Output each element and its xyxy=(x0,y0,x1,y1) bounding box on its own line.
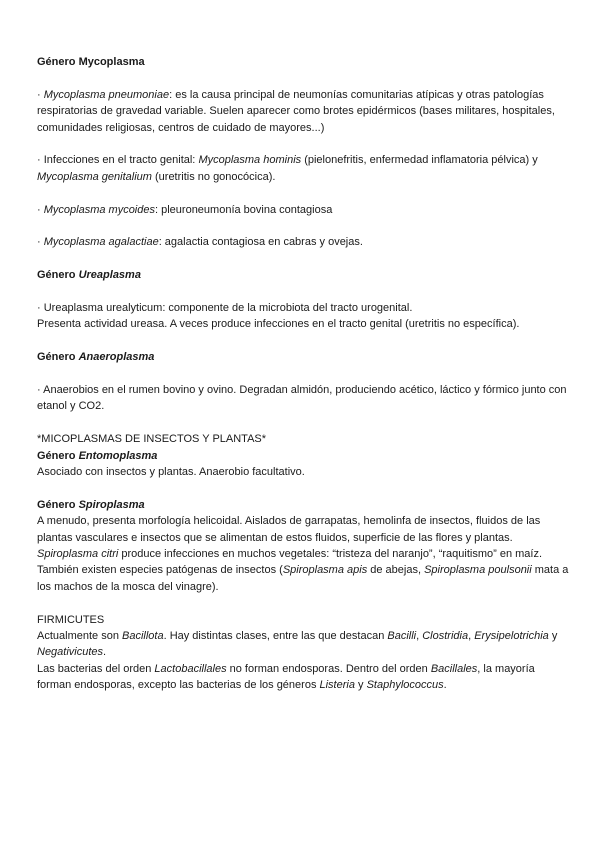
paragraph-pneumoniae xyxy=(37,87,571,136)
document-body xyxy=(37,54,571,694)
paragraph-ureaplasma-1: · Ureaplasma urealyticum: componente de la microbiota del tracto urogenital. xyxy=(37,302,413,314)
heading-mycoplasma xyxy=(37,54,571,70)
heading-genus: Entomoplasma xyxy=(78,449,158,462)
paragraph-text: Las bacterias del orden xyxy=(37,662,155,675)
spacer xyxy=(37,185,571,201)
paragraph-firmicutes-2 xyxy=(37,661,571,694)
taxon-name: Erysipelotrichia xyxy=(474,630,549,643)
paragraph-text: : agalactia contagiosa en cabras y ovejas. xyxy=(158,236,363,249)
bullet: · xyxy=(37,203,44,216)
paragraph-text: (pielonefritis, enfermedad inflamatoria pélvica) y xyxy=(301,154,538,167)
spacer xyxy=(37,415,571,431)
paragraph-text: · Infecciones en el tracto genital: xyxy=(37,154,199,167)
heading-text: Género Mycoplasma xyxy=(37,56,145,68)
heading-anaeroplasma xyxy=(37,349,571,365)
section-title-firmicutes: FIRMICUTES xyxy=(37,613,105,626)
bullet: · xyxy=(37,88,44,101)
paragraph-text: , xyxy=(416,630,423,643)
taxon-name: Bacilli xyxy=(387,630,417,643)
paragraph-text: A menudo, presenta morfología helicoidal. Aislados de garrapatas, hemolinfa de insectos, fluidos de las plantas vasculares e insectos que se alimentan de estos fluidos, superficie de las flores y plantas. xyxy=(37,515,541,544)
taxon-name: Clostridia xyxy=(422,630,469,643)
spacer xyxy=(37,595,571,611)
heading-genus: Anaeroplasma xyxy=(78,351,155,364)
taxon-name: Staphylococcus xyxy=(366,679,444,692)
spacer xyxy=(37,333,571,349)
heading-text: Género xyxy=(37,449,79,462)
taxon-name: Listeria xyxy=(319,679,355,692)
heading-text: Género xyxy=(37,269,79,282)
heading-genus: Ureaplasma xyxy=(78,269,141,282)
paragraph-text: , xyxy=(468,630,475,643)
paragraph-text: no forman endosporas. Dentro del orden xyxy=(226,662,431,675)
paragraph-text: : es la causa principal de neumonías comunitarias atípicas y otras patologías respiratorias de gravedad variable. Suelen aparecer como brotes epidérmicos (bases militares, hospitales, comunidades religiosas, centros de cuidado de mayores...) xyxy=(37,88,555,134)
paragraph-entomoplasma: Asociado con insectos y plantas. Anaerobio facultativo. xyxy=(37,466,305,479)
paragraph-text: y xyxy=(354,679,367,692)
heading-entomoplasma xyxy=(37,448,571,464)
section-title-insects-plants: *MICOPLASMAS DE INSECTOS Y PLANTAS* xyxy=(37,433,267,446)
paragraph-ureaplasma-2: Presenta actividad ureasa. A veces produce infecciones en el tracto genital (uretritis no específica). xyxy=(37,318,520,331)
species-name: Mycoplasma hominis xyxy=(198,154,302,167)
heading-genus: Spiroplasma xyxy=(78,498,145,511)
paragraph-text: mata a los machos de la mosca del vinagre). xyxy=(37,564,569,593)
species-name: Spiroplasma apis xyxy=(282,564,368,577)
paragraph-genital xyxy=(37,152,571,185)
spacer xyxy=(37,284,571,300)
paragraph-text: (uretritis no gonocócica). xyxy=(151,170,276,183)
species-name: Mycoplasma genitalium xyxy=(37,170,152,183)
species-name: Mycoplasma pneumoniae xyxy=(43,88,170,101)
taxon-name: Bacillales xyxy=(430,662,478,675)
spacer xyxy=(37,218,571,234)
taxon-name: Negativicutes xyxy=(37,646,104,659)
spacer xyxy=(37,480,571,496)
paragraph-text: : pleuroneumonía bovina contagiosa xyxy=(155,203,333,216)
paragraph-text: y xyxy=(548,630,558,643)
paragraph-text: produce infecciones en muchos vegetales: “tristeza del naranjo”, “raquitismo” en maíz. También existen especies patógenas de insectos ( xyxy=(37,548,543,577)
spacer xyxy=(37,136,571,152)
species-name: Mycoplasma mycoides xyxy=(43,203,155,216)
spacer xyxy=(37,70,571,86)
bullet: · xyxy=(37,236,44,249)
species-name: Mycoplasma agalactiae xyxy=(43,236,159,249)
heading-text: Género xyxy=(37,351,79,364)
taxon-name: Lactobacillales xyxy=(154,662,227,675)
paragraph-text: de abejas, xyxy=(367,564,425,577)
heading-ureaplasma xyxy=(37,267,571,283)
species-name: Spiroplasma poulsonii xyxy=(424,564,532,577)
paragraph-text: . Hay distintas clases, entre las que destacan xyxy=(163,630,388,643)
taxon-name: Bacillota xyxy=(122,630,164,643)
spacer xyxy=(37,251,571,267)
heading-text: Género xyxy=(37,498,79,511)
paragraph-spiroplasma xyxy=(37,513,571,595)
paragraph-text: . xyxy=(103,646,107,659)
species-name: Spiroplasma citri xyxy=(37,548,119,561)
paragraph-firmicutes-1 xyxy=(37,628,571,661)
paragraph-mycoides xyxy=(37,202,571,218)
paragraph-agalactiae xyxy=(37,234,571,250)
paragraph-text: , la mayoría forman endosporas, excepto las bacterias de los géneros xyxy=(37,662,535,692)
spacer xyxy=(37,366,571,382)
heading-spiroplasma xyxy=(37,497,571,513)
paragraph-text: . xyxy=(443,679,447,692)
paragraph-anaeroplasma: · Anaerobios en el rumen bovino y ovino. Degradan almidón, produciendo acético, láctico y fórmico junto con etanol y CO2. xyxy=(37,384,567,413)
paragraph-text: Actualmente son xyxy=(37,630,122,643)
